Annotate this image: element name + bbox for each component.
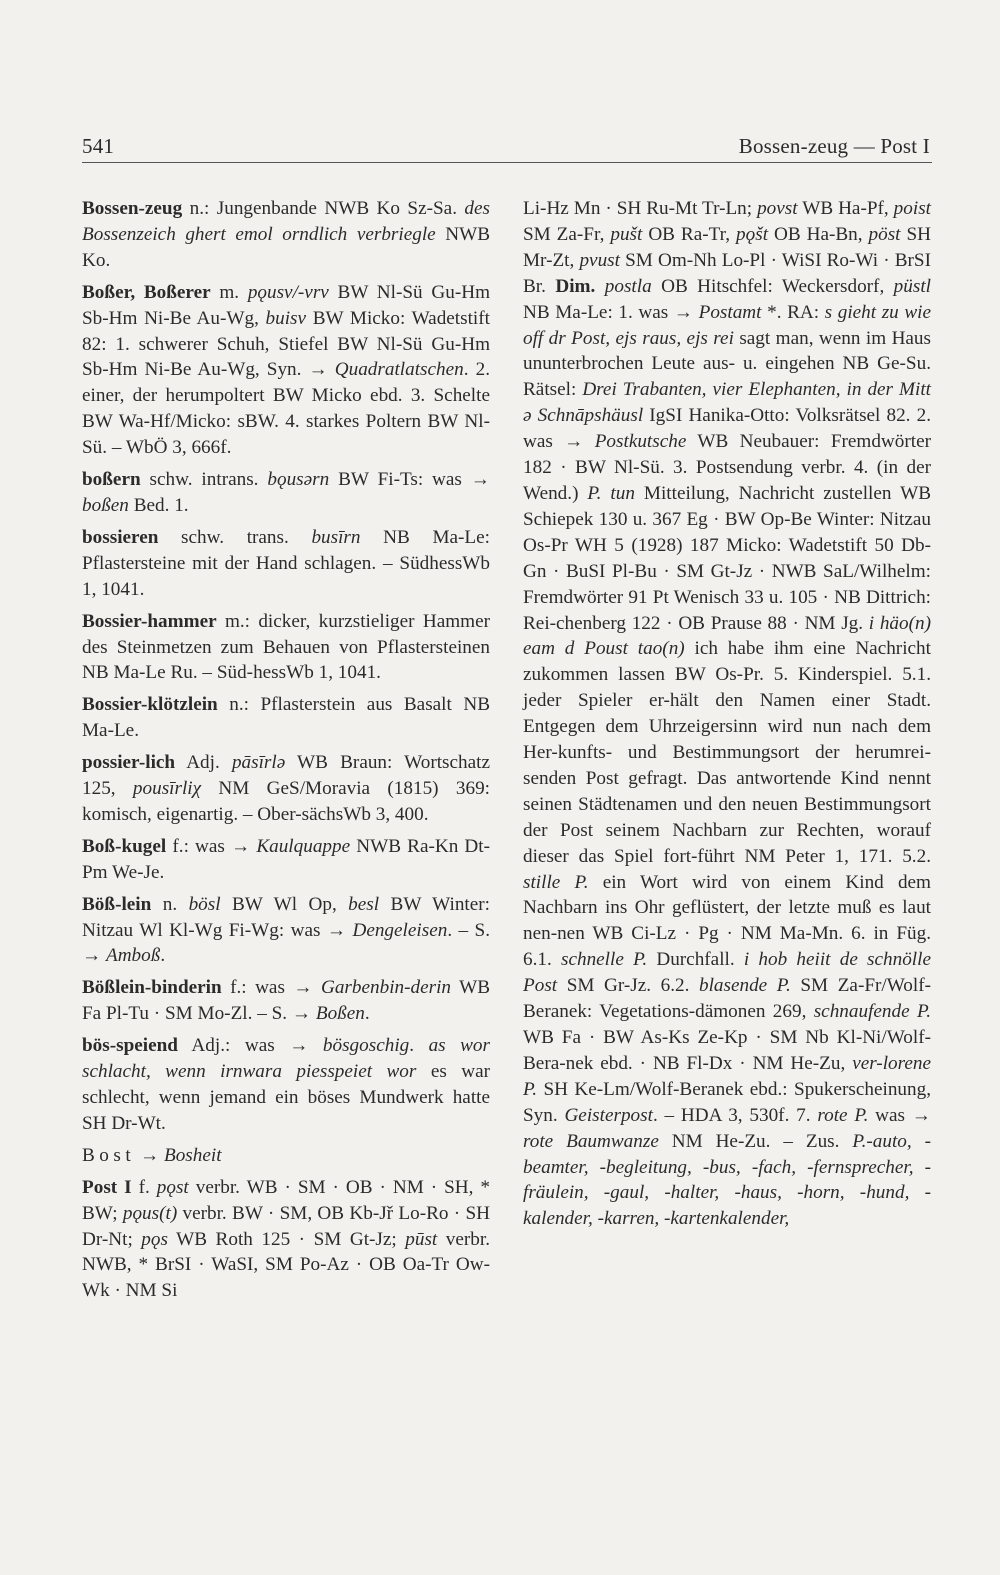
lemma: Boßer, Boßerer	[82, 281, 211, 303]
lemma: Bößlein-binderin	[82, 977, 222, 999]
lemma: boßern	[82, 469, 141, 491]
entry-bossen-zeug: Bossen-zeug n.: Jungenbande NWB Ko Sz-Sa. des Bossenzeich ghert emol orndlich verbriegle NWB Ko.	[82, 198, 491, 271]
entry-boes-speiend: bös-speiend Adj.: was → bösgoschig. as wor schlacht, wenn irnwara piesspeiet wor es war schlecht, wenn jemand ein böses Mundwerk hatte SH Dr-Wt.	[82, 1035, 491, 1134]
left-column	[82, 196, 490, 1310]
lemma: Post I	[82, 1176, 132, 1198]
header-rule	[82, 162, 932, 163]
lemma: Bossier-klötzlein	[82, 694, 218, 716]
right-column	[523, 196, 931, 1238]
page-header	[82, 134, 932, 164]
entry-boesslein-binderin: Bößlein-binderin f.: was → Garbenbin-derin WB Fa Pl-Tu · SM Mo-Zl. – S. → Boßen.	[82, 977, 491, 1025]
entry-bossier-hammer: Bossier-hammer m.: dicker, kurzstieliger Hammer des Steinmetzen zum Behauen von Pflastersteinen NB Ma-Le Ru. – Süd-hessWb 1, 1041.	[82, 610, 490, 684]
entry-bost: Bost → Bosheit	[82, 1144, 222, 1166]
entry-post-i-continued: Li-Hz Mn · SH Ru-Mt Tr-Ln; povst WB Ha-Pf, poist SM Za-Fr, pušt OB Ra-Tr, pǫšt OB Ha-Bn, pöst SH Mr-Zt, pvust SM Om-Nh Lo-Pl · WiSI Ro-Wi · BrSI Br. Dim. postla OB Hitschfel: Weckersdorf, püstl NB Ma-Le: 1. was → Postamt *. RA: s gieht zu wie off dr Post, ejs raus, ejs rei sagt man, wenn im Haus ununterbrochen Leute aus- u. eingehen NB Ge-Su. Rätsel: Drei Trabanten, vier Elephanten, in der Mitt ə Schnāpshäusl IgSI Hanika-Otto: Volksrätsel 82. 2. was → Postkutsche WB Neubauer: Fremdwörter 182 · BW Nl-Sü. 3. Postsendung verbr. 4. (in der Wend.) P. tun Mitteilung, Nachricht zustellen WB Schiepek 130 u. 367 Eg · BW Op-Be Winter: Nitzau Os-Pr WH 5 (1928) 187 Micko: Wadetstift 50 Db-Gn · BuSI Pl-Bu · SM Gt-Jz · NWB SaL/Wilhelm: Fremdwörter 91 Pt Wenisch 33 u. 105 · NB Dittrich: Rei-chenberg 122 · OB Prause 88 · NM Jg. i häo(n) eam d Poust tao(n) ich habe ihm eine Nachricht zukommen lassen BW Os-Pr. 5. Kinderspiel. 5.1. jeder Spieler er-hält den Namen einer Stadt. Entgegen dem Uhrzeigersinn wird nun nach dem Her-kunfts- und Bestimmungsort der herumrei-senden Post gefragt. Das antwortende Kind nennt seinen Städtenamen und den neuen Bestimmungsort der Post seinem Nachbarn zur Rechten, worauf dieser das Spiel fort-führt NM Peter 1, 171. 5.2. stille P. ein Wort wird von einem Kind dem Nachbarn ins Ohr geflüstert, der letzte muß es laut nen-nen WB Ci-Lz · Pg · NM Ma-Mn. 6. in Füg. 6.1. schnelle P. Durchfall. i hob heiit de schnölle Post SM Gr-Jz. 6.2. blasende P. SM Za-Fr/Wolf-Beranek: Vegetations-dämonen 269, schnaufende P. WB Fa · BW As-Ks Ze-Kp · SM Nb Kl-Ni/Wolf-Bera-nek ebd. · NB Fl-Dx · NM He-Zu, ver-lorene P. SH Ke-Lm/Wolf-Beranek ebd.: Spukerscheinung, Syn. Geisterpost. – HDA 3, 530f. 7. rote P. was → rote Baumwanze NM He-Zu. – Zus. P.-auto, -beamter, -begleitung, -bus, -fach, -fernsprecher, -fräulein, -gaul, -halter, -haus, -horn, -hund, -kalender, -karren, -kartenkalender,	[523, 198, 932, 1230]
lemma: bossieren	[82, 526, 159, 548]
entry-boss-kugel: Boß-kugel f.: was → Kaulquappe NWB Ra-Kn Dt-Pm We-Je.	[82, 835, 491, 883]
entry-post-i: Post I f. pǫst verbr. WB · SM · OB · NM · SH, * BW; pǫus(t) verbr. BW · SM, OB Kb-Jř Lo-Ro · SH Dr-Nt; pǫs WB Roth 125 · SM Gt-Jz; pūst verbr. NWB, * BrSI · WaSI, SM Po-Az · OB Oa-Tr Ow-Wk · NM Si	[82, 1176, 491, 1302]
lemma: Boß-kugel	[82, 835, 167, 857]
lemma: bös-speiend	[82, 1035, 178, 1057]
lemma-spaced: Bost	[82, 1144, 136, 1166]
lemma: Bossen-zeug	[82, 198, 183, 219]
lemma: Böß-lein	[82, 893, 152, 915]
entry-possier-lich: possier-lich Adj. pāsīrlə WB Braun: Wortschatz 125, pousīrliχ NM GeS/Moravia (1815) 369: komisch, eigenartig. – Ober-sächsWb 3, 400.	[82, 752, 491, 825]
entry-bossieren: bossieren schw. trans. busīrn NB Ma-Le: Pflastersteine mit der Hand schlagen. – SüdhessWb 1, 1041.	[82, 526, 490, 600]
entry-bossier-kloetzlein: Bossier-klötzlein n.: Pflasterstein aus Basalt NB Ma-Le.	[82, 694, 490, 742]
entry-bossern: boßern schw. intrans. bǫusərn BW Fi-Ts: was → boßen Bed. 1.	[82, 469, 490, 516]
entry-boess-lein: Böß-lein n. bösl BW Wl Op, besl BW Winter: Nitzau Wl Kl-Wg Fi-Wg: was → Dengeleisen. – S. → Amboß.	[82, 893, 490, 967]
dim-label: Dim.	[555, 275, 596, 297]
entry-bosser: Boßer, Boßerer m. pǫusv/-vrv BW Nl-Sü Gu-Hm Sb-Hm Ni-Be Au-Wg, buisv BW Micko: Wadetstift 82: 1. schwerer Schuh, Stiefel BW Nl-Sü Gu-Hm Sb-Hm Ni-Be Au-Wg, Syn. → Quadratlatschen. 2. einer, der herumpoltert BW Micko ebd. 3. Schelte BW Wa-Hf/Micko: sBW. 4. starkes Poltern BW Nl-Sü. – WbÖ 3, 666f.	[82, 281, 490, 459]
running-head: Bossen-zeug — Post I	[738, 134, 930, 158]
page-number: 541	[82, 134, 115, 158]
lemma: possier-lich	[82, 752, 176, 774]
lemma: Bossier-hammer	[82, 610, 217, 632]
